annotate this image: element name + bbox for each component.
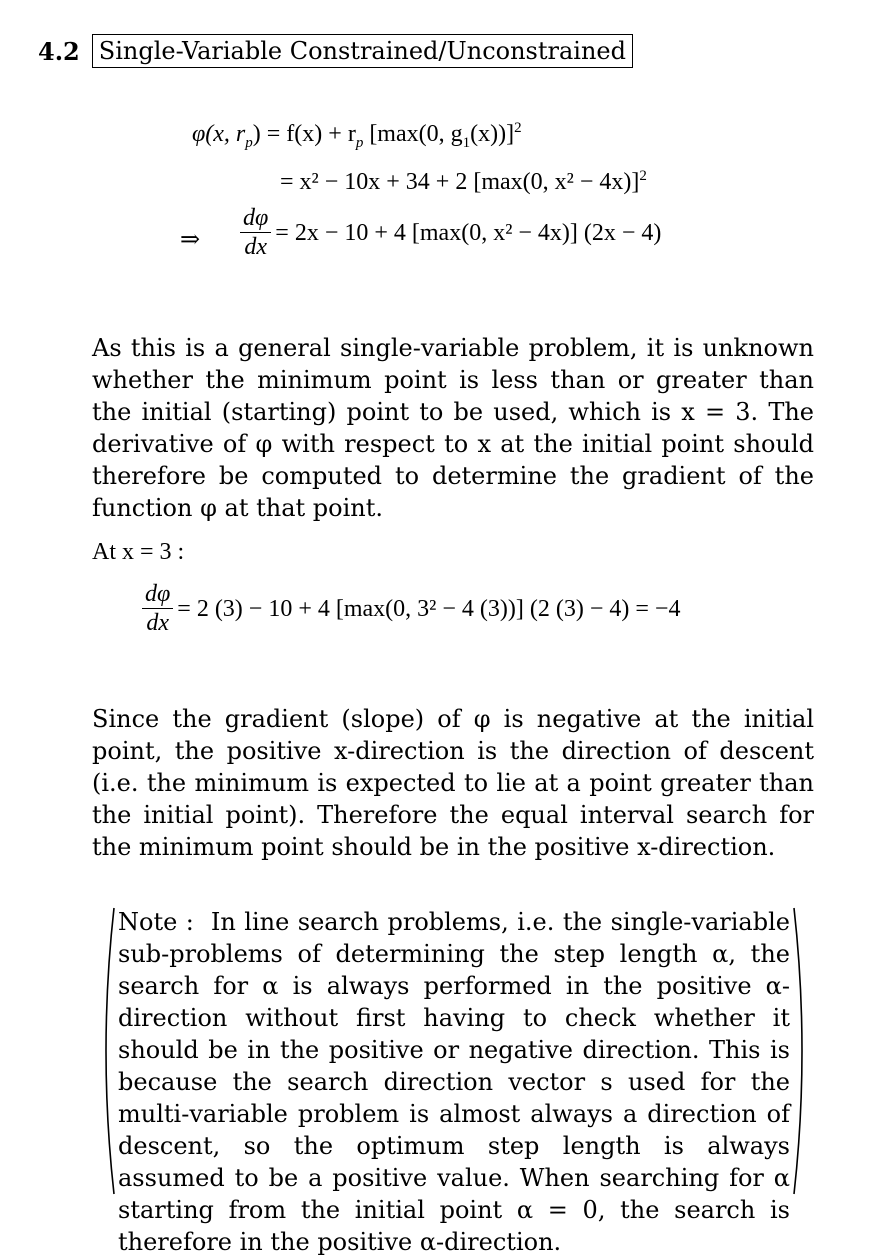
at-point-label: At x = 3 : [92,539,185,565]
equation-line-2 [280,166,647,198]
eq1-rhs-sub: p [355,134,364,151]
note-content [118,906,790,1258]
at-point-numerator: dφ [142,580,173,609]
implies-symbol: ⇒ [180,227,201,253]
eq1-exp: 2 [514,120,522,136]
section-number: 4.2 [38,36,80,66]
note-text: In line search problems, i.e. the single-variable sub-problems of determining the step length α, the search for α is always performed in the positive α-direction without first having to check whether it should be in the positive or negative direction. This is because the search direction vector s used for the multi-variable problem is almost always a direction of descent, so the optimum step length is always assumed to be a positive value. When searching for α starting from the initial point α = 0, the search is therefore in the positive α-direction. [118,908,790,1256]
paragraph-1: As this is a general single-variable problem, it is unknown whether the minimum point is less than or greater than the initial (starting) point to be used, which is x = 3. The derivative of φ with respect to x at the initial point should therefore be computed to determine the gradient of the function φ at that point. [92,334,814,522]
at-point-rhs: = 2 (3) − 10 + 4 [max(0, 3² − 4 (3))] (2 (3) − 4) = −4 [177,595,681,622]
left-parenthesis [96,906,118,1196]
section-heading [38,34,633,68]
at-point-equation [142,580,680,637]
equation-line-1: φ(x, $r_p) = f(x) + r_p$ [max(0, $g_1(x))]^2$ [192,120,522,151]
eq1-rhs: = f(x) + r [266,121,356,147]
right-parenthesis [790,906,812,1196]
derivative-numerator: dφ [240,204,271,233]
at-point-fraction [142,580,173,637]
equation-line-3 [240,204,661,261]
at-point-denominator: dx [146,610,169,636]
paragraph-2: Since the gradient (slope) of φ is negative at the initial point, the positive x-direction is the direction of descent (i.e. the minimum is expected to lie at a point greater than the initial point). Therefore the equal interval search for the minimum point should be in the positive x-direction. [92,705,814,861]
eq3-rhs: = 2x − 10 + 4 [max(0, x² − 4x)] (2x − 4) [275,219,662,246]
eq1-g-sub: 1 [462,134,471,151]
derivative-denominator: dx [244,234,267,260]
eq1-bracket-end: (x))] [470,121,515,147]
note-block [96,906,812,1256]
eq1-bracket: [max(0, g [369,121,463,147]
eq2-exp: 2 [639,168,647,184]
eq1-lhs-sub: p [245,134,253,151]
note-label: Note : [118,908,194,936]
derivative-fraction [240,204,271,261]
eq1-lhs: φ(x, r [192,121,246,147]
eq2-body: = x² − 10x + 34 + 2 [max(0, x² − 4x)] [280,169,640,195]
section-title: Single-Variable Constrained/Unconstrained [92,34,633,68]
